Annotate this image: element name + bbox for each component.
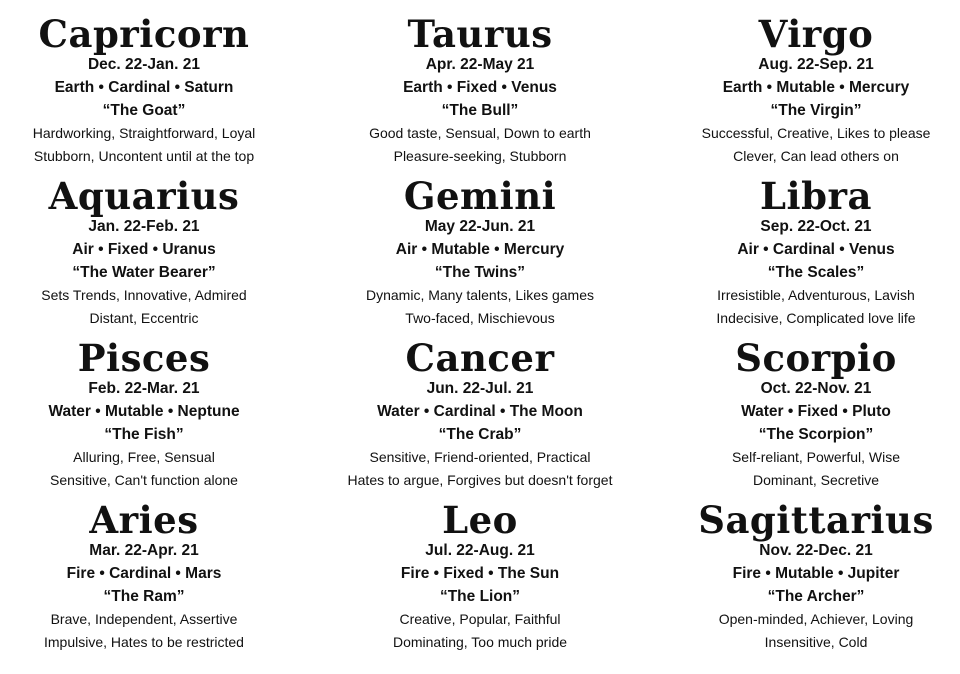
sign-traits: Air • Mutable • Mercury [395,241,565,258]
sign-nickname: “The Water Bearer” [72,264,216,281]
sign-card-capricorn [0,12,288,174]
sign-negative-traits: Dominant, Secretive [752,472,880,488]
sign-dates: Mar. 22-Apr. 21 [89,542,199,559]
sign-nickname: “The Crab” [438,426,522,443]
sign-dates: May 22-Jun. 21 [424,218,536,235]
sign-dates: Jun. 22-Jul. 21 [426,380,534,397]
sign-dates: Aug. 22-Sep. 21 [758,56,874,73]
sign-dates: Feb. 22-Mar. 21 [88,380,200,397]
sign-card-sagittarius [672,498,960,660]
sign-nickname: “The Virgin” [770,102,862,119]
sign-positive-traits: Alluring, Free, Sensual [73,449,215,465]
sign-card-gemini [288,174,672,336]
sign-positive-traits: Hardworking, Straightforward, Loyal [32,125,256,141]
sign-negative-traits: Insensitive, Cold [764,634,868,650]
sign-dates: Apr. 22-May 21 [425,56,535,73]
sign-name: Gemini [403,174,557,218]
sign-negative-traits: Indecisive, Complicated love life [716,310,916,326]
sign-traits: Water • Mutable • Neptune [48,403,240,420]
sign-positive-traits: Open-minded, Achiever, Loving [718,611,914,627]
sign-traits: Fire • Mutable • Jupiter [732,565,900,582]
sign-nickname: “The Scales” [767,264,865,281]
sign-card-virgo [672,12,960,174]
sign-card-taurus [288,12,672,174]
sign-traits: Fire • Fixed • The Sun [400,565,560,582]
sign-positive-traits: Self-reliant, Powerful, Wise [731,449,901,465]
sign-traits: Fire • Cardinal • Mars [66,565,222,582]
sign-negative-traits: Clever, Can lead others on [733,148,899,164]
sign-negative-traits: Sensitive, Can't function alone [50,472,238,488]
sign-nickname: “The Bull” [441,102,519,119]
sign-name: Cancer [405,336,555,380]
sign-negative-traits: Impulsive, Hates to be restricted [44,634,244,650]
sign-positive-traits: Creative, Popular, Faithful [399,611,561,627]
sign-dates: Jan. 22-Feb. 21 [88,218,200,235]
sign-nickname: “The Ram” [103,588,185,605]
sign-dates: Nov. 22-Dec. 21 [759,542,873,559]
sign-traits: Water • Cardinal • The Moon [377,403,583,420]
sign-traits: Air • Cardinal • Venus [737,241,895,258]
sign-positive-traits: Sensitive, Friend-oriented, Practical [369,449,591,465]
sign-negative-traits: Stubborn, Uncontent until at the top [33,148,255,164]
sign-negative-traits: Hates to argue, Forgives but doesn't forget [347,472,613,488]
sign-card-leo [288,498,672,660]
sign-negative-traits: Dominating, Too much pride [392,634,568,650]
sign-dates: Oct. 22-Nov. 21 [760,380,872,397]
sign-name: Aries [89,498,199,542]
sign-card-pisces [0,336,288,498]
sign-nickname: “The Twins” [434,264,526,281]
sign-nickname: “The Fish” [104,426,184,443]
sign-positive-traits: Good taste, Sensual, Down to earth [369,125,591,141]
sign-card-aries [0,498,288,660]
sign-positive-traits: Sets Trends, Innovative, Admired [41,287,247,303]
sign-positive-traits: Successful, Creative, Likes to please [701,125,931,141]
sign-negative-traits: Pleasure-seeking, Stubborn [393,148,567,164]
sign-name: Aquarius [48,174,240,218]
sign-name: Libra [760,174,872,218]
sign-negative-traits: Distant, Eccentric [89,310,199,326]
sign-nickname: “The Archer” [767,588,865,605]
sign-card-cancer [288,336,672,498]
sign-dates: Sep. 22-Oct. 21 [760,218,872,235]
sign-negative-traits: Two-faced, Mischievous [405,310,555,326]
sign-name: Capricorn [38,12,250,56]
sign-name: Sagittarius [698,498,934,542]
sign-positive-traits: Brave, Independent, Assertive [50,611,238,627]
sign-card-aquarius [0,174,288,336]
sign-name: Virgo [758,12,874,56]
sign-name: Scorpio [735,336,897,380]
sign-positive-traits: Irresistible, Adventurous, Lavish [717,287,915,303]
sign-nickname: “The Scorpion” [758,426,874,443]
sign-name: Taurus [407,12,553,56]
sign-card-scorpio [672,336,960,498]
sign-traits: Air • Fixed • Uranus [72,241,216,258]
sign-traits: Earth • Cardinal • Saturn [54,79,234,96]
sign-traits: Earth • Fixed • Venus [403,79,557,96]
sign-card-libra [672,174,960,336]
sign-traits: Water • Fixed • Pluto [741,403,891,420]
sign-nickname: “The Lion” [439,588,521,605]
sign-name: Leo [442,498,518,542]
sign-dates: Jul. 22-Aug. 21 [425,542,535,559]
sign-name: Pisces [77,336,211,380]
sign-traits: Earth • Mutable • Mercury [722,79,910,96]
sign-dates: Dec. 22-Jan. 21 [87,56,200,73]
sign-positive-traits: Dynamic, Many talents, Likes games [366,287,594,303]
sign-nickname: “The Goat” [102,102,186,119]
